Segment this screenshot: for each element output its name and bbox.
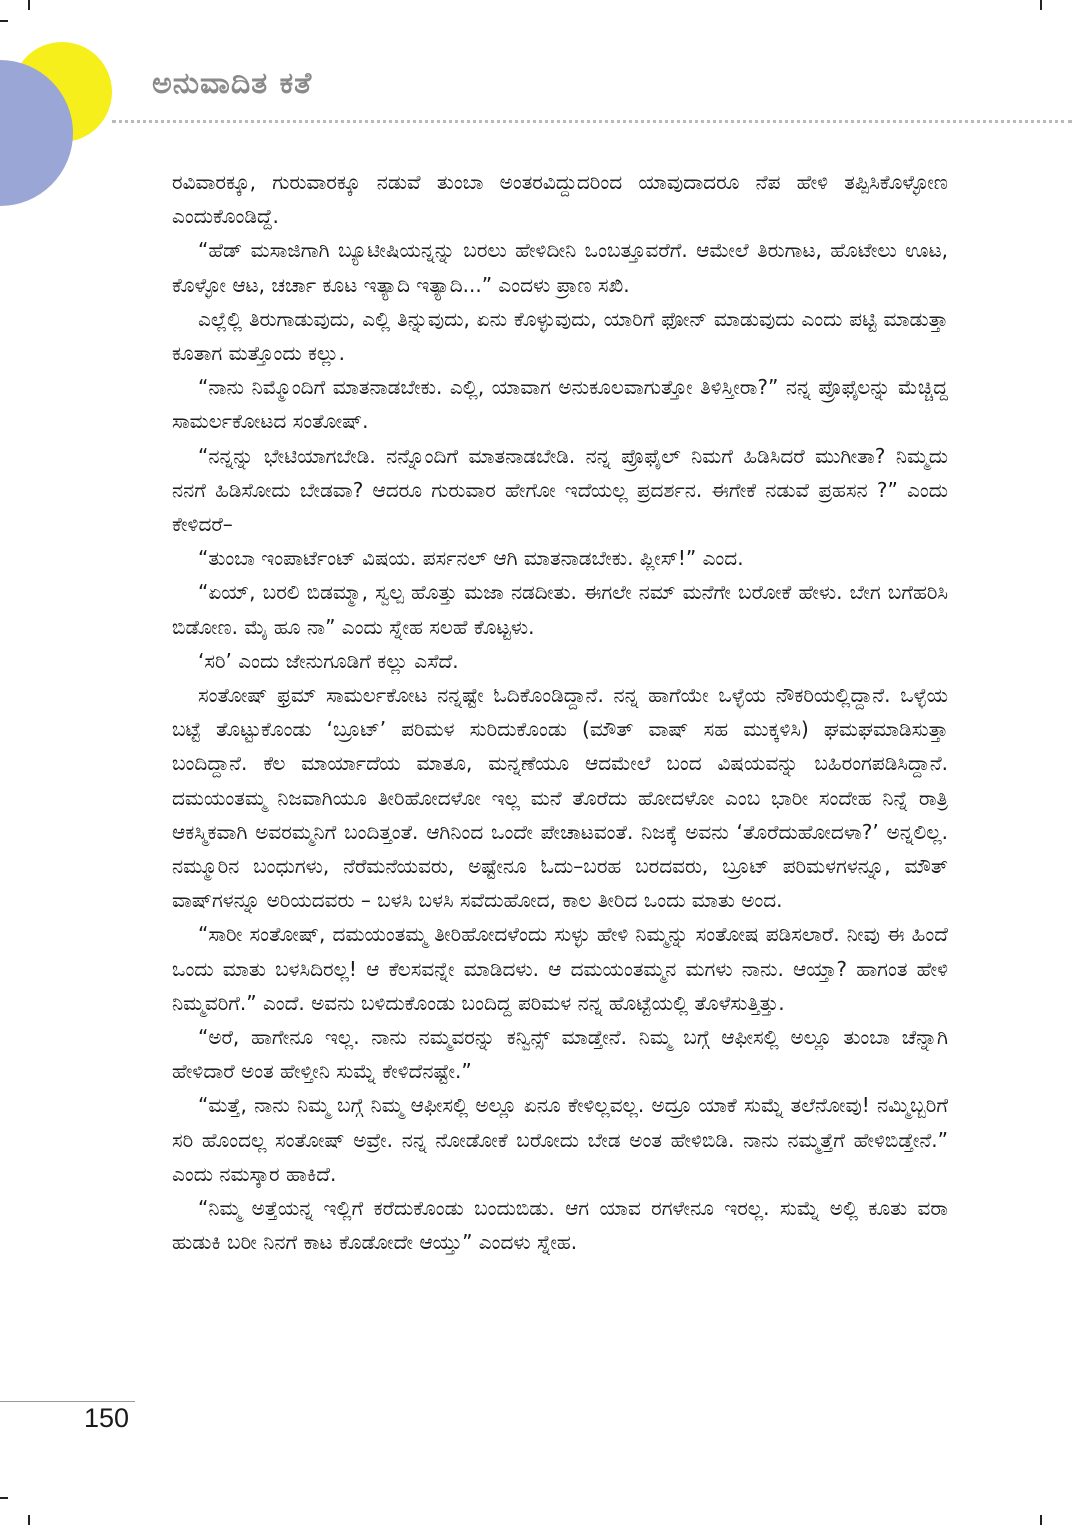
crop-mark-left-upper <box>0 20 8 22</box>
crop-mark-bottom-left <box>28 1515 30 1525</box>
footer-rule <box>0 1401 135 1402</box>
paragraph: “ಸಾರೀ ಸಂತೋಷ್, ದಮಯಂತಮ್ಮ ತೀರಿಹೋದಳೆಂದು ಸುಳ್ಳು ಹೇಳಿ ನಿಮ್ಮನ್ನು ಸಂತೋಷ ಪಡಿಸಲಾರೆ. ನೀವು ಈ ಹಿಂದೆ ಒಂದು ಮಾತು ಬಳಸಿದಿರಲ್ಲ! ಆ ಕೆಲಸವನ್ನೇ ಮಾಡಿದಳು. ಆ ದಮಯಂತಮ್ಮನ ಮಗಳು ನಾನು. ಆಯ್ತಾ? ಹಾಗಂತ ಹೇಳಿ ನಿಮ್ಮವರಿಗೆ.” ಎಂದೆ. ಅವನು ಬಳಿದುಕೊಂಡು ಬಂದಿದ್ದ ಪರಿಮಳ ನನ್ನ ಹೊಟ್ಟೆಯಲ್ಲಿ ತೊಳೆಸುತ್ತಿತ್ತು. <box>172 922 948 1015</box>
paragraph: “ನನ್ನನ್ನು ಭೇಟಿಯಾಗಬೇಡಿ. ನನ್ನೊಂದಿಗೆ ಮಾತನಾಡಬೇಡಿ. ನನ್ನ ಪ್ರೊಫೈಲ್ ನಿಮಗೆ ಹಿಡಿಸಿದರೆ ಮುಗೀತಾ? ನಿಮ್ಮದು ನನಗೆ ಹಿಡಿಸೋದು ಬೇಡವಾ? ಆದರೂ ಗುರುವಾರ ಹೇಗೋ ಇದೆಯಲ್ಲ ಪ್ರದರ್ಶನ. ಈಗೇಕೆ ನಡುವೆ ಪ್ರಹಸನ ?” ಎಂದು ಕೇಳಿದರೆ– <box>172 443 948 537</box>
paragraph: “ಹೆಡ್ ಮಸಾಜಿಗಾಗಿ ಬ್ಯೂಟೀಷಿಯನ್ನನ್ನು ಬರಲು ಹೇಳಿದೀನಿ ಒಂಬತ್ತೂವರೆಗೆ. ಆಮೇಲೆ ತಿರುಗಾಟ, ಹೊಟೇಲು ಊಟ, ಕೊಳ್ಳೋ ಆಟ, ಚರ್ಚಾ ಕೂಟ ಇತ್ಯಾದಿ ಇತ್ಯಾದಿ...” ಎಂದಳು ಪ್ರಾಣ ಸಖಿ. <box>172 238 948 297</box>
corner-decoration <box>0 0 140 210</box>
paragraph: “ಮತ್ತೆ, ನಾನು ನಿಮ್ಮ ಬಗ್ಗೆ ನಿಮ್ಮ ಆಫೀಸಲ್ಲಿ ಅಲ್ಲೂ ಏನೂ ಕೇಳಿಲ್ಲವಲ್ಲ. ಅದ್ರೂ ಯಾಕೆ ಸುಮ್ನೆ ತಲೆನೋವು! ನಮ್ಮಿಬ್ಬರಿಗೆ ಸರಿ ಹೊಂದಲ್ಲ ಸಂತೋಷ್ ಅವ್ರೇ. ನನ್ನ ನೋಡೋಕೆ ಬರೋದು ಬೇಡ ಅಂತ ಹೇಳಿಬಿಡಿ. ನಾನು ನಮ್ಮತ್ತೆಗೆ ಹೇಳಿಬಿಡ್ತೇನೆ.” ಎಂದು ನಮಸ್ಕಾರ ಹಾಕಿದೆ. <box>172 1093 948 1186</box>
paragraph: ರವಿವಾರಕ್ಕೂ, ಗುರುವಾರಕ್ಕೂ ನಡುವೆ ತುಂಬಾ ಅಂತರವಿದ್ದುದರಿಂದ ಯಾವುದಾದರೂ ನೆಪ ಹೇಳಿ ತಪ್ಪಿಸಿಕೊಳ್ಳೋಣ ಎಂದುಕೊಂಡಿದ್ದೆ. <box>172 170 948 229</box>
paragraph: “ಅರೆ, ಹಾಗೇನೂ ಇಲ್ಲ. ನಾನು ನಮ್ಮವರನ್ನು ಕನ್ವಿನ್ಸ್ ಮಾಡ್ತೇನೆ. ನಿಮ್ಮ ಬಗ್ಗೆ ಆಫೀಸಲ್ಲಿ ಅಲ್ಲೂ ತುಂಬಾ ಚೆನ್ನಾಗಿ ಹೇಳಿದಾರೆ ಅಂತ ಹೇಳ್ತೀನಿ ಸುಮ್ನೆ ಕೇಳಿದೆನಷ್ಟೇ.” <box>172 1025 948 1084</box>
paragraph: “ನಿಮ್ಮ ಅತ್ತೆಯನ್ನ ಇಲ್ಲಿಗೆ ಕರೆದುಕೊಂಡು ಬಂದುಬಿಡು. ಆಗ ಯಾವ ರಗಳೇನೂ ಇರಲ್ಲ. ಸುಮ್ನೆ ಅಲ್ಲಿ ಕೂತು ವರಾ ಹುಡುಕಿ ಬರೀ ನಿನಗೆ ಕಾಟ ಕೊಡೋದೇ ಆಯ್ತು” ಎಂದಳು ಸ್ನೇಹ. <box>172 1196 948 1255</box>
crop-mark-left-lower <box>0 1497 8 1499</box>
page-number: 150 <box>84 1403 130 1433</box>
paragraph: “ಏಯ್, ಬರಲಿ ಬಿಡಮ್ಮಾ, ಸ್ವಲ್ಪ ಹೊತ್ತು ಮಜಾ ನಡದೀತು. ಈಗಲೇ ನಮ್ ಮನೆಗೇ ಬರೋಕೆ ಹೇಳು. ಬೇಗ ಬಗೆಹರಿಸಿ ಬಿಡೋಣ. ಮೈ ಹೂ ನಾ” ಎಂದು ಸ್ನೇಹ ಸಲಹೆ ಕೊಟ್ಟಳು. <box>172 580 948 639</box>
paragraph: ‘ಸರಿ’ ಎಂದು ಜೇನುಗೂಡಿಗೆ ಕಲ್ಲು ಎಸೆದೆ. <box>198 648 459 673</box>
story-body <box>172 165 948 1260</box>
crop-mark-top-left <box>28 0 30 10</box>
paragraph: “ನಾನು ನಿಮ್ಮೊಂದಿಗೆ ಮಾತನಾಡಬೇಕು. ಎಲ್ಲಿ, ಯಾವಾಗ ಅನುಕೂಲವಾಗುತ್ತೋ ತಿಳಿಸ್ತೀರಾ?” ನನ್ನ ಪ್ರೊಫೈಲನ್ನು ಮೆಚ್ಚಿದ್ದ ಸಾಮರ್ಲಕೋಟದ ಸಂತೋಷ್. <box>172 375 948 434</box>
header-dotted-rule <box>112 120 1072 123</box>
paragraph: ಸಂತೋಷ್ ಫ್ರಮ್ ಸಾಮರ್ಲಕೋಟ ನನ್ನಷ್ಟೇ ಓದಿಕೊಂಡಿದ್ದಾನೆ. ನನ್ನ ಹಾಗೆಯೇ ಒಳ್ಳೆಯ ನೌಕರಿಯಲ್ಲಿದ್ದಾನೆ. ಒಳ್ಳೆಯ ಬಟ್ಟೆ ತೊಟ್ಟುಕೊಂಡು ‘ಬ್ರೂಟ್’ ಪರಿಮಳ ಸುರಿದುಕೊಂಡು (ಮೌತ್ ವಾಷ್ ಸಹ ಮುಕ್ಕಳಿಸಿ) ಘಮಘಮಾಡಿಸುತ್ತಾ ಬಂದಿದ್ದಾನೆ. ಕೆಲ ಮಾರ್ಯಾದೆಯ ಮಾತೂ, ಮನ್ನಣೆಯೂ ಆದಮೇಲೆ ಬಂದ ವಿಷಯವನ್ನು ಬಹಿರಂಗಪಡಿಸಿದ್ದಾನೆ. ದಮಯಂತಮ್ಮ ನಿಜವಾಗಿಯೂ ತೀರಿಹೋದಳೋ ಇಲ್ಲ ಮನೆ ತೊರೆದು ಹೋದಳೋ ಎಂಬ ಭಾರೀ ಸಂದೇಹ ನಿನ್ನೆ ರಾತ್ರಿ ಆಕಸ್ಮಿಕವಾಗಿ ಅವರಮ್ಮನಿಗೆ ಬಂದಿತ್ತಂತೆ. ಆಗಿನಿಂದ ಒಂದೇ ಪೇಚಾಟವಂತೆ. ನಿಜಕ್ಕೆ ಅವನು ‘ತೊರೆದುಹೋದಳಾ?’ ಅನ್ನಲಿಲ್ಲ. ನಮ್ಮೂರಿನ ಬಂಧುಗಳು, ನೆರೆಮನೆಯವರು, ಅಷ್ಟೇನೂ ಓದು–ಬರಹ ಬರದವರು, ಬ್ರೂಟ್ ಪರಿಮಳಗಳನ್ನೂ, ಮೌತ್ ವಾಷ್‌ಗಳನ್ನೂ ಅರಿಯದವರು – ಬಳಸಿ ಬಳಸಿ ಸವೆದುಹೋದ, ಕಾಲ ತೀರಿದ ಒಂದು ಮಾತು ಅಂದ. <box>172 683 948 913</box>
paragraph: “ತುಂಬಾ ಇಂಪಾರ್ಟೆಂಟ್ ವಿಷಯ. ಪರ್ಸನಲ್ ಆಗಿ ಮಾತನಾಡಬೇಕು. ಪ್ಲೀಸ್!” ಎಂದ. <box>198 546 744 571</box>
crop-mark-bottom-right <box>1040 1515 1042 1525</box>
running-title: ಅನುವಾದಿತ ಕತೆ <box>152 66 313 101</box>
crop-mark-top-right <box>1040 0 1042 10</box>
paragraph: ಎಲ್ಲೆಲ್ಲಿ ತಿರುಗಾಡುವುದು, ಎಲ್ಲಿ ತಿನ್ನುವುದು, ಏನು ಕೊಳ್ಳುವುದು, ಯಾರಿಗೆ ಫೋನ್ ಮಾಡುವುದು ಎಂದು ಪಟ್ಟಿ ಮಾಡುತ್ತಾ ಕೂತಾಗ ಮತ್ತೊಂದು ಕಲ್ಲು. <box>172 306 948 366</box>
